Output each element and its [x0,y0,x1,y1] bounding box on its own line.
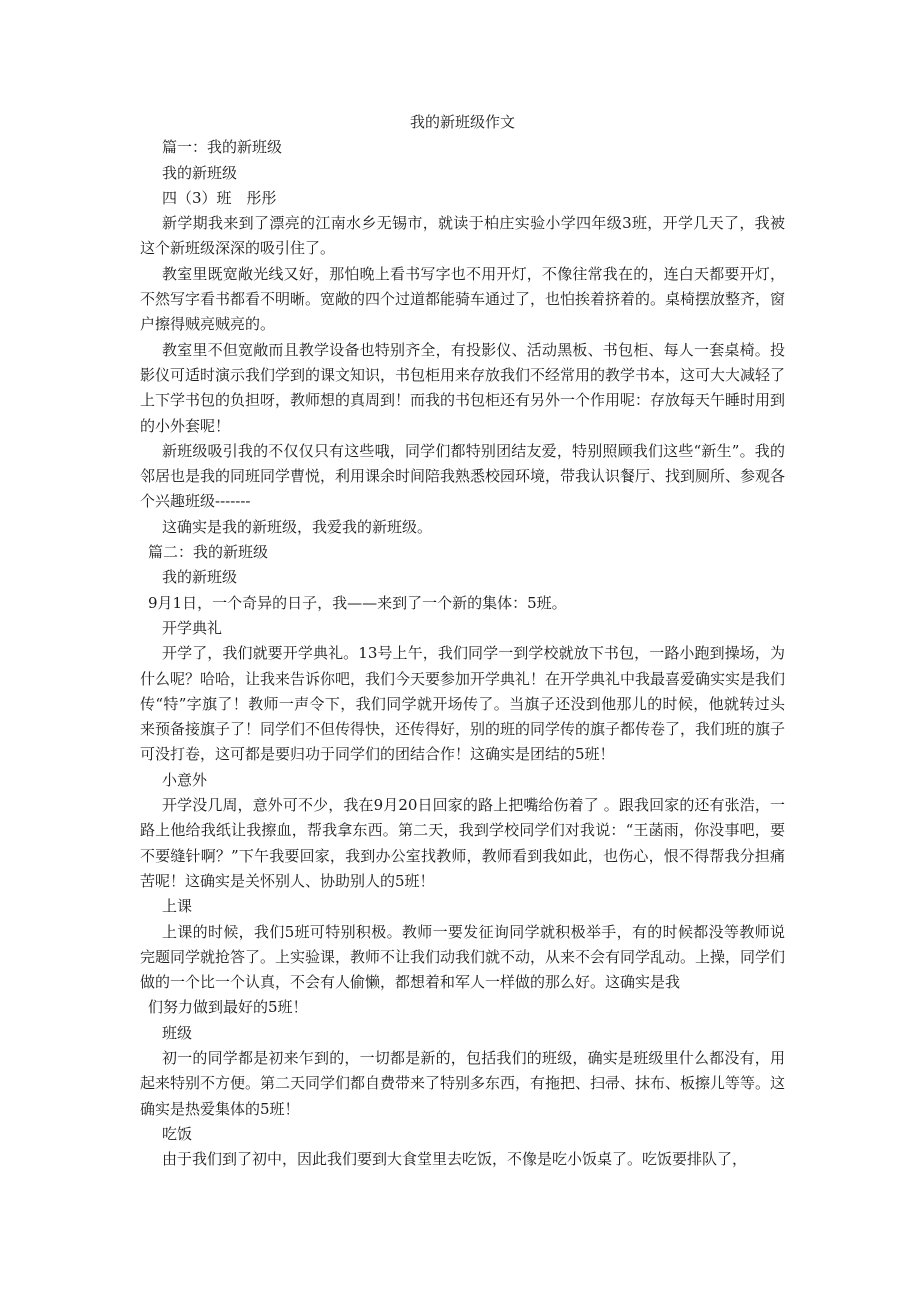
paragraph: 篇一：我的新班级 [162,138,283,157]
paragraph: 吃饭 [162,1124,193,1143]
paragraph: 初一的同学都是初来乍到的，一切都是新的，包括我们的班级，确实是班级里什么都没有，用起来特别不方便。第二天同学们都自费带来了特别多东西，有拖把、扫帚、抹布、板擦儿等等。这确实是热爱集体的5班！ [140,1048,786,1118]
paragraph: 9月1日，一个奇异的日子，我——来到了一个新的集体：5班。 [148,593,567,612]
paragraph: 我的新班级 [162,163,238,182]
paragraph: 我的新班级 [162,568,238,587]
paragraph: 新学期我来到了漂亮的江南水乡无锡市，就读于柏庄实验小学四年级3班，开学几天了，我被这个新班级深深的吸引住了。 [140,214,785,258]
paragraph: 篇二：我的新班级 [148,543,269,562]
paragraph: 们努力做到最好的5班！ [148,998,308,1017]
paragraph: 教室里不但宽敞而且教学设备也特别齐全，有投影仪、活动黑板、书包柜、每人一套桌椅。投影仪可适时演示我们学到的课文知识，书包柜用来存放我们不经常用的教学书本，这可大大减轻了上下学书包的负担呀，教师想的真周到！而我的书包柜还有另外一个作用呢：存放每天午睡时用到的小外套呢！ [140,340,786,435]
paragraph: 小意外 [162,770,208,789]
paragraph: 由于我们到了初中，因此我们要到大食堂里去吃饭，不像是吃小饭桌了。吃饭要排队了， [162,1150,748,1169]
paragraph: 开学没几周，意外可不少，我在9月20日回家的路上把嘴给伤着了 。跟我回家的还有张浩，一路上他给我纸让我擦血，帮我拿东西。第二天，我到学校同学们对我说：“王菡雨，你没事吧，要不要缝针啊？”下午我要回家，我到办公室找教师，教师看到我如此，也伤心，恨不得帮我分担痛苦呢！这确实是关怀别人、协助别人的5班！ [140,796,785,890]
paragraph: 四（3）班 彤彤 [162,188,277,207]
paragraph: 班级 [162,1023,193,1042]
paragraph: 这确实是我的新班级，我爱我的新班级。 [162,517,433,536]
document-title: 我的新班级作文 [409,113,515,131]
paragraph: 开学典礼 [162,618,223,637]
document-body [140,135,785,1172]
paragraph: 开学了，我们就要开学典礼。13号上午，我们同学一到学校就放下书包，一路小跑到操场，为什么呢？哈哈，让我来告诉你吧，我们今天要参加开学典礼！在开学典礼中我最喜爱确实实是我们传“特”字旗了！教师一声令下，我们同学就开场传了。当旗子还没到他那儿的时候，他就转过头来预备接旗子了！同学们不但传得快，还传得好，别的班的同学传的旗子都传卷了，我们班的旗子可没打卷，这可都是要归功于同学们的团结合作！这确实是团结的5班！ [140,644,786,764]
paragraph: 教室里既宽敞光线又好，那怕晚上看书写字也不用开灯，不像往常我在的，连白天都要开灯，不然写字看书都看不明晰。宽敞的四个过道都能骑车通过了，也怕挨着挤着的。桌椅摆放整齐，窗户擦得贼亮贼亮的。 [140,264,786,334]
paragraph: 新班级吸引我的不仅仅只有这些哦，同学们都特别团结友爱，特别照顾我们这些“新生”。我的邻居也是我的同班同学曹悦，利用课余时间陪我熟悉校园环境，带我认识餐厅、找到厕所、参观各个兴趣班级------- [140,441,786,511]
paragraph: 上课 [162,897,193,916]
paragraph: 上课的时候，我们5班可特别积极。教师一要发征询同学就积极举手，有的时候都没等教师说完题同学就抢答了。上实验课，教师不让我们动我们就不动，从来不会有同学乱动。上操，同学们做的一个比一个认真，不会有人偷懒，都想着和军人一样做的那么好。这确实是我 [140,922,786,992]
document-page [140,110,785,1172]
